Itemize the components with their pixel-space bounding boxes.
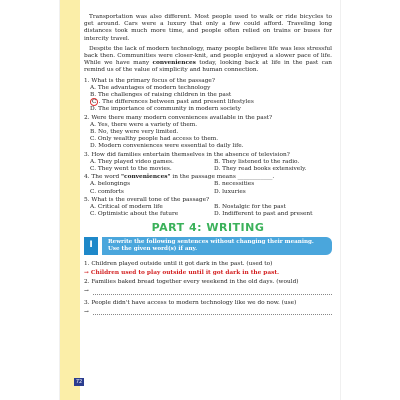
q5-row-2 — [84, 211, 332, 218]
question-3: 3. How did families entertain themselves in the absence of television? — [84, 151, 290, 158]
writing-question-2: 2. Families baked bread together every weekend in the old days. (would) — [84, 279, 299, 286]
question-1: 1. What is the primary focus of the passage? — [84, 77, 215, 84]
passage-paragraph-2: Despite the lack of modern technology, many people believe life was less stressful back then. Communities were closer-knit, and people enjoyed a slower pace of life. While we have many conveniences today, looking back at life in the past can remind us of the value of simplicity and human connection. — [84, 45, 333, 74]
q5-option-a[interactable]: A. Critical of modern life — [90, 204, 163, 211]
q2-option-d[interactable]: D. Modern conveniences were essential to daily life. — [90, 143, 244, 150]
q4-option-c[interactable]: C. comforts — [90, 188, 124, 195]
q3-row-2 — [84, 166, 332, 173]
q5-option-b[interactable]: B. Nostalgic for the past — [214, 204, 286, 211]
question-4: 4. The word "conveniences" in the passage means ____________. — [84, 174, 275, 181]
question-2: 2. Were there many modern conveniences available in the past? — [84, 114, 273, 121]
arrow-icon: → — [84, 288, 89, 295]
writing-answer-line-2[interactable] — [84, 288, 332, 295]
dotted-line — [93, 289, 332, 295]
q1-option-c[interactable]: C . The differences between past and present lifestyles — [92, 99, 254, 106]
q3-option-c[interactable]: C. They went to the movies. — [90, 166, 172, 173]
q3-row-1 — [84, 159, 332, 166]
q4-option-d[interactable]: D. luxuries — [214, 188, 246, 195]
question-5: 5. What is the overall tone of the passage? — [84, 196, 210, 203]
q3-option-a[interactable]: A. They played video games. — [90, 158, 174, 165]
q4-row-1 — [84, 181, 332, 188]
page-number: 72 — [75, 379, 83, 385]
q5-option-c[interactable]: C. Optimistic about the future — [90, 211, 179, 218]
q1-option-a[interactable]: A. The advantages of modern technology — [90, 84, 211, 91]
q4-row-2 — [84, 189, 332, 196]
q2-option-b[interactable]: B. No, they were very limited. — [90, 129, 179, 136]
instruction-banner — [84, 237, 332, 255]
writing-question-3: 3. People didn't have access to modern technology like we do now. (use) — [84, 299, 297, 306]
q2-option-a[interactable]: A. Yes, there were a variety of them. — [90, 121, 198, 128]
q5-row-1 — [84, 204, 332, 211]
q1-option-b[interactable]: B. The challenges of raising children in the past — [90, 92, 232, 99]
q1-option-d[interactable]: D. The importance of community in modern society — [90, 106, 241, 113]
writing-answer-line-3[interactable] — [84, 309, 332, 316]
section-number-badge: I — [84, 237, 98, 255]
q4-option-a[interactable]: A. belongings — [90, 181, 131, 188]
writing-question-1: 1. Children played outside until it got dark in the past. (used to) — [84, 260, 273, 267]
page-content — [84, 14, 332, 320]
passage-paragraph-1: Transportation was also different. Most people used to walk or ride bicycles to get around. Cars were a luxury that only a few could afford. Traveling long distances took much more time, and people often relied on trains or buses for intercity travel. — [84, 14, 332, 42]
arrow-icon: → — [84, 308, 89, 315]
q3-option-b[interactable]: B. They listened to the radio. — [214, 158, 300, 165]
writing-answer-1[interactable]: → Children used to play outside until it got dark in the past. — [84, 269, 280, 276]
instruction-text: Rewrite the following sentences without changing their meaning. Use the given word(s) if any. — [102, 237, 332, 255]
q2-option-c[interactable]: C. Only wealthy people had access to them. — [90, 136, 219, 143]
workbook-page — [60, 0, 340, 400]
dotted-line — [93, 309, 332, 315]
page-margin-bar — [60, 0, 80, 400]
part-4-title: PART 4: WRITING — [151, 221, 265, 235]
q3-option-d[interactable]: D. They read books extensively. — [214, 166, 307, 173]
selected-answer-circle: C — [92, 99, 97, 106]
q5-option-d[interactable]: D. Indifferent to past and present — [214, 211, 313, 218]
q4-option-b[interactable]: B. necessities — [214, 181, 255, 188]
